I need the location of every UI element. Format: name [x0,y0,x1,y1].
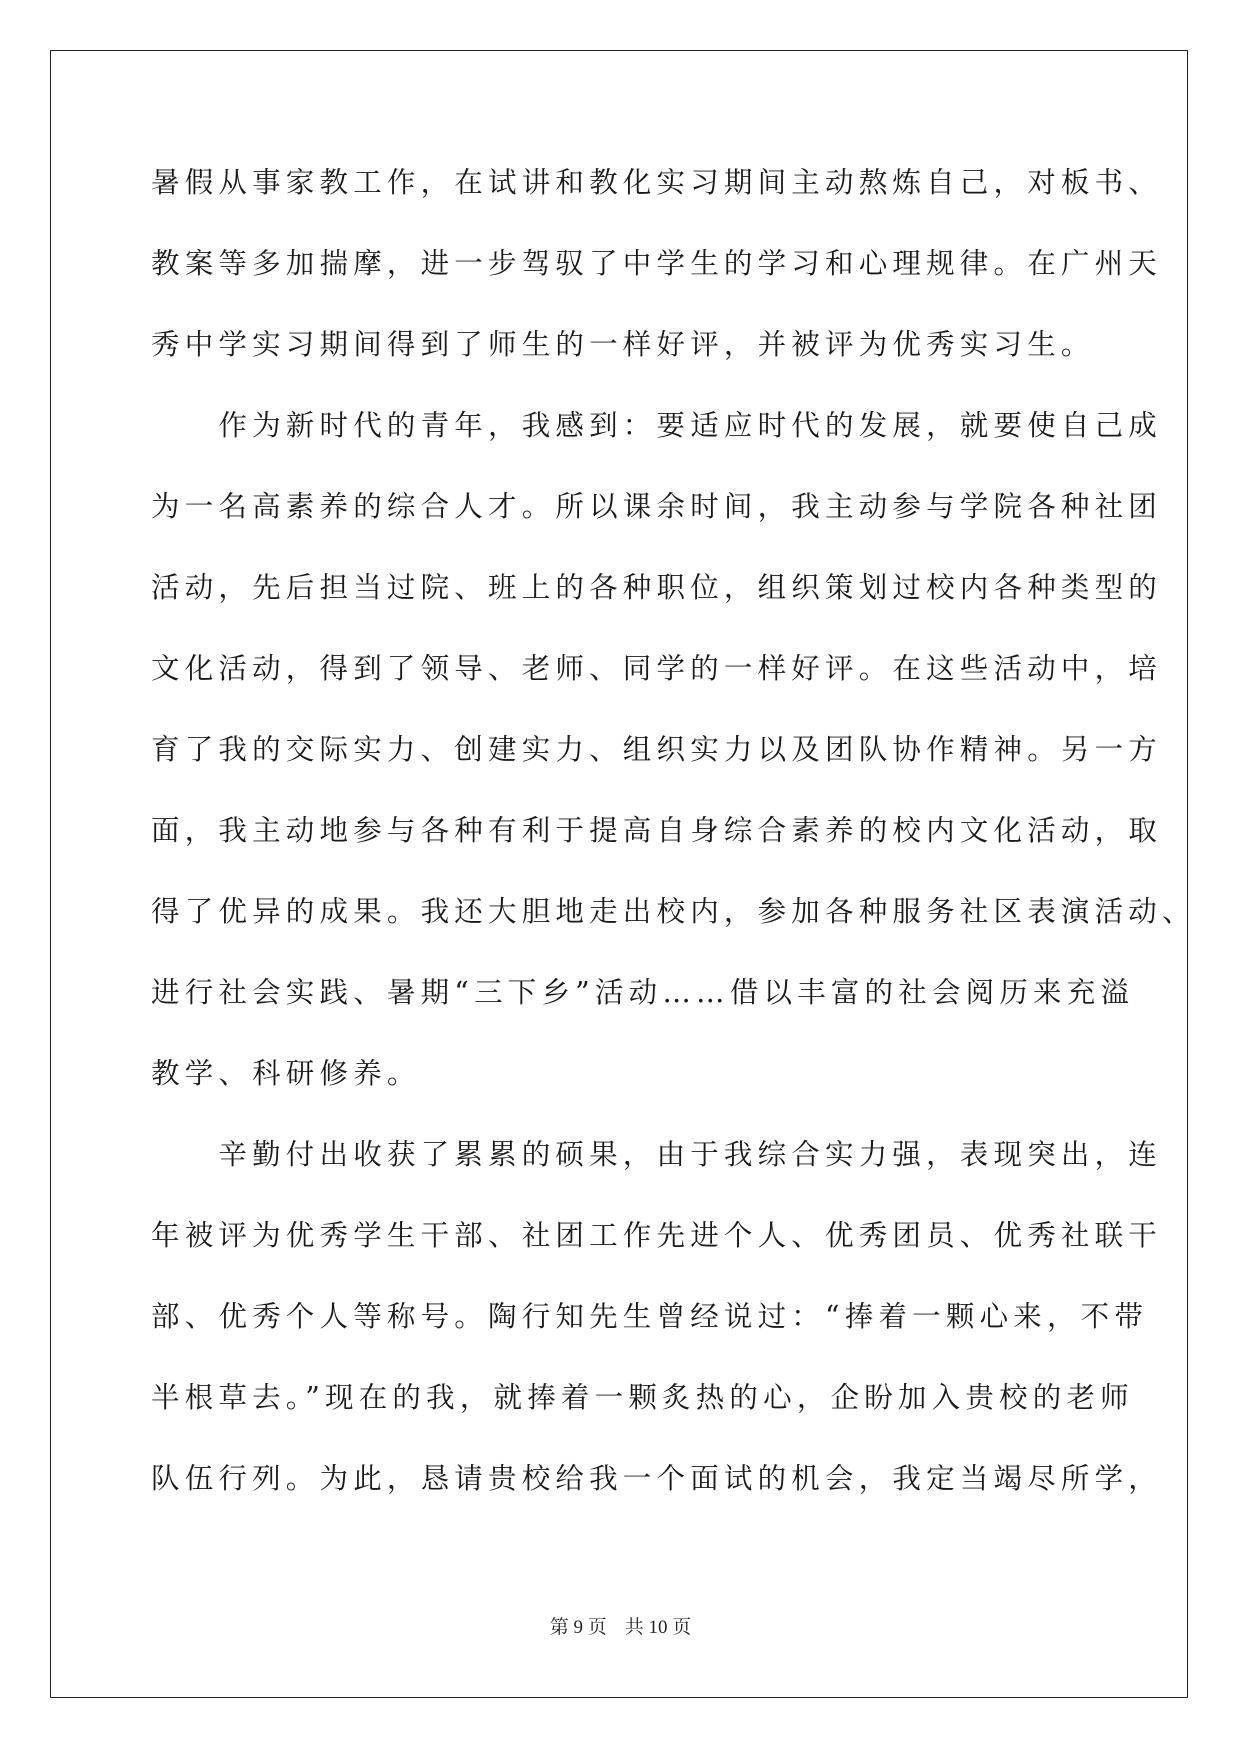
text-line: 作为新时代的青年，我感到：要适应时代的发展，就要使自己成 [151,409,1163,442]
text-line: 年被评为优秀学生干部、社团工作先进个人、优秀团员、优秀社联干 [151,1219,1163,1252]
text-line: 辛勤付出收获了累累的硕果，由于我综合实力强，表现突出，连 [151,1138,1163,1171]
page-border [50,50,1188,1698]
text-line: 进行社会实践、暑期“三下乡”活动……借以丰富的社会阅历来充溢 [151,976,1135,1009]
text-line: 部、优秀个人等称号。陶行知先生曾经说过：“捧着一颗心来，不带 [151,1300,1149,1333]
page-number: 第 9 页 [549,1617,607,1638]
text-line: 育了我的交际实力、创建实力、组织实力以及团队协作精神。另一方 [151,733,1163,766]
text-line: 暑假从事家教工作，在试讲和教化实习期间主动熬炼自己，对板书、 [151,166,1163,199]
text-line: 教案等多加揣摩，进一步驾驭了中学生的学习和心理规律。在广州天 [151,247,1163,280]
text-line: 得了优异的成果。我还大胆地走出校内，参加各种服务社区表演活动、 [151,895,1196,928]
text-line: 队伍行列。为此，恳请贵校给我一个面试的机会，我定当竭尽所学， [151,1462,1163,1495]
text-line: 文化活动，得到了领导、老师、同学的一样好评。在这些活动中，培 [151,652,1163,685]
text-line: 教学、科研修养。 [151,1057,421,1090]
text-line: 秀中学实习期间得到了师生的一样好评，并被评为优秀实习生。 [151,328,1095,361]
text-line: 面，我主动地参与各种有利于提高自身综合素养的校内文化活动，取 [151,814,1163,847]
total-pages: 共 10 页 [624,1617,692,1638]
text-line: 为一名高素养的综合人才。所以课余时间，我主动参与学院各种社团 [151,490,1163,523]
page-footer [0,1612,1241,1639]
text-line: 半根草去。”现在的我，就捧着一颗炙热的心，企盼加入贵校的老师 [151,1381,1134,1414]
text-line: 活动，先后担当过院、班上的各种职位，组织策划过校内各种类型的 [151,571,1163,604]
